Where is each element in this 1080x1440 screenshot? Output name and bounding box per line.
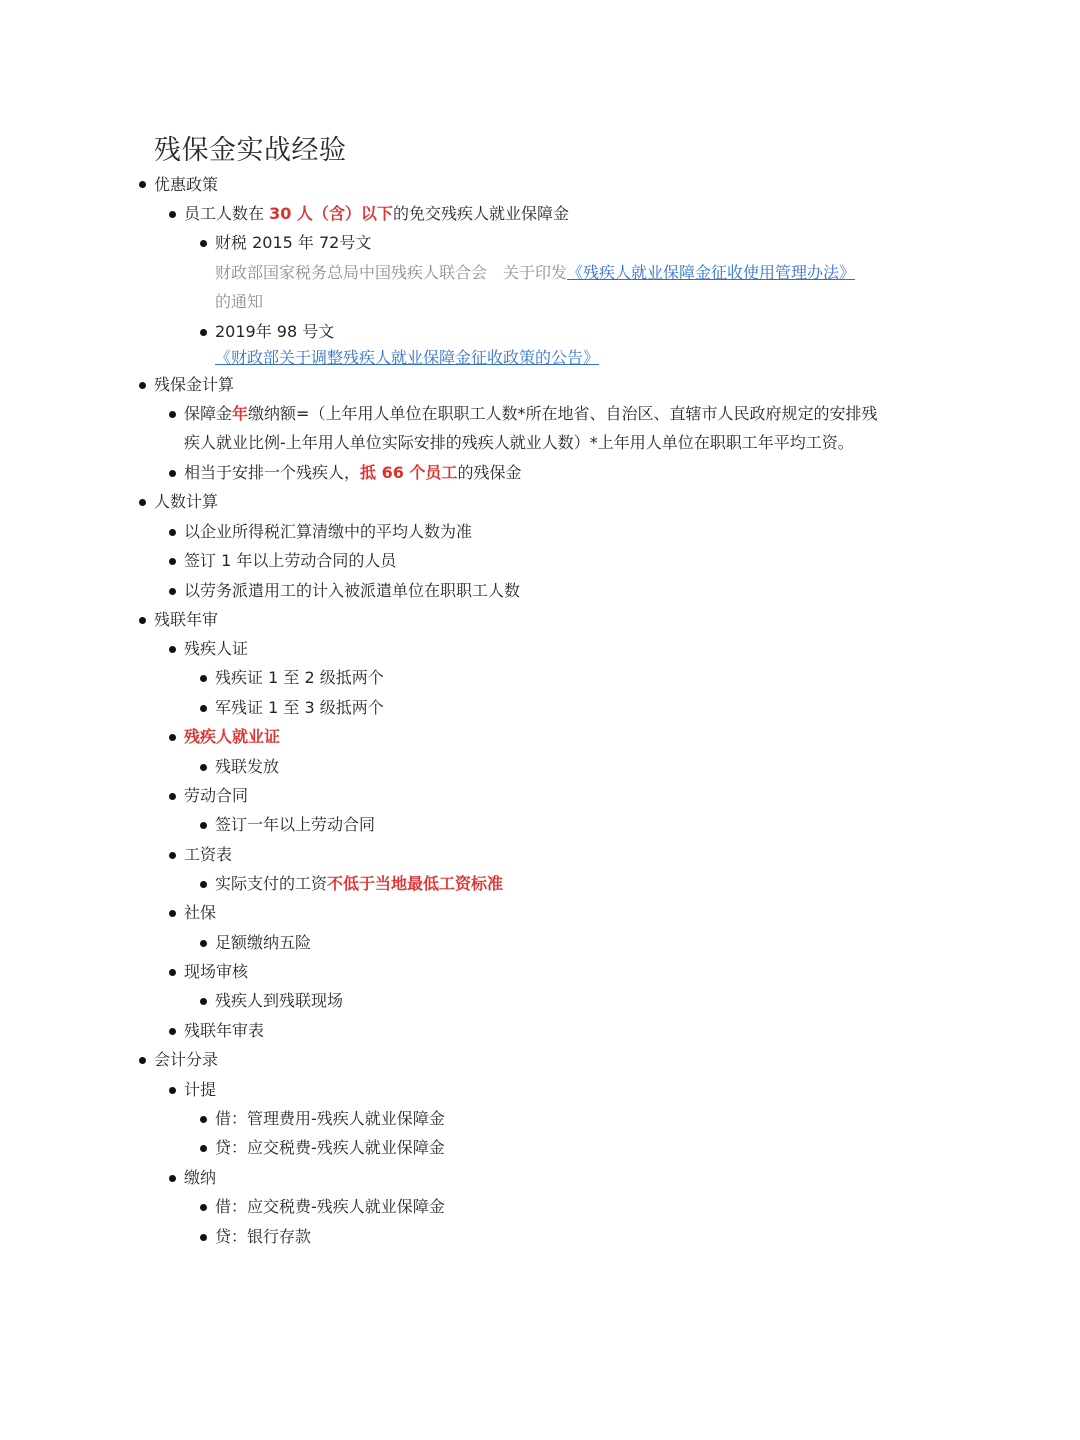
bullet-icon [169,734,176,741]
section-heading-policy: 优惠政策 [154,175,219,194]
section-heading-accounting: 会计分录 [154,1050,219,1069]
list-item: 员工人数在 30 人（含）以下的免交残疾人就业保障金 [184,204,569,223]
bullet-icon [200,1116,207,1123]
section-heading-headcount: 人数计算 [154,492,219,511]
bullet-icon [169,646,176,653]
list-item: 实际支付的工资不低于当地最低工资标准 [215,874,504,893]
list-item: 签订 1 年以上劳动合同的人员 [184,551,397,570]
bullet-icon [200,822,207,829]
list-item-highlighted: 残疾人就业证 [184,727,281,746]
list-item: 贷：银行存款 [215,1227,312,1246]
note-text: 的通知 [215,292,264,311]
list-item: 计提 [184,1080,217,1099]
bullet-icon [169,852,176,859]
list-item: 军残证 1 至 3 级抵两个 [215,698,384,717]
highlight-text: 不低于当地最低工资标准 [327,874,504,893]
list-item: 残疾证 1 至 2 级抵两个 [215,668,384,687]
list-item: 保障金年缴纳额=（上年用人单位在职职工人数*所在地省、自治区、直辖市人民政府规定的安排残 [184,404,878,423]
bullet-icon [169,411,176,418]
list-item: 残疾人证 [184,639,249,658]
bullet-icon [200,705,207,712]
list-item: 残联发放 [215,757,280,776]
list-item: 缴纳 [184,1168,217,1187]
bullet-icon [169,1175,176,1182]
list-item: 贷：应交税费-残疾人就业保障金 [215,1138,445,1157]
list-item: 工资表 [184,845,233,864]
bullet-icon [169,969,176,976]
bullet-icon [169,470,176,477]
page-title: 残保金实战经验 [154,135,347,166]
bullet-icon [200,675,207,682]
note-text: 财政部国家税务总局中国残疾人联合会 关于印发《残疾人就业保障金征收使用管理办法》 [215,263,856,282]
list-item: 劳动合同 [184,786,249,805]
policy-link-management-measures[interactable]: 《残疾人就业保障金征收使用管理办法》 [567,263,856,282]
bullet-icon [200,329,207,336]
list-item: 以企业所得税汇算清缴中的平均人数为准 [184,522,473,541]
bullet-icon [139,1057,146,1064]
bullet-icon [200,764,207,771]
bullet-icon [139,382,146,389]
list-item: 残联年审表 [184,1021,265,1040]
bullet-icon [169,211,176,218]
bullet-icon [200,240,207,247]
bullet-icon [169,1087,176,1094]
list-item: 社保 [184,903,217,922]
bullet-icon [200,881,207,888]
highlight-text: 年 [232,404,249,423]
list-item: 现场审核 [184,962,249,981]
list-item: 借：应交税费-残疾人就业保障金 [215,1197,445,1216]
bullet-icon [139,499,146,506]
bullet-icon [200,1145,207,1152]
list-item-continuation: 疾人就业比例-上年用人单位实际安排的残疾人就业人数）*上年用人单位在职职工年平均工资。 [184,433,854,452]
bullet-icon [200,1204,207,1211]
bullet-icon [139,617,146,624]
highlight-text: 抵 66 个员工 [360,463,458,482]
list-item: 签订一年以上劳动合同 [215,815,376,834]
list-item: 借：管理费用-残疾人就业保障金 [215,1109,445,1128]
list-item: 残疾人到残联现场 [215,991,344,1010]
bullet-icon [169,793,176,800]
bullet-icon [169,558,176,565]
bullet-icon [200,1234,207,1241]
bullet-icon [139,181,146,188]
list-item: 相当于安排一个残疾人，抵 66 个员工的残保金 [184,463,522,482]
list-item: 财税 2015 年 72号文 [215,233,372,252]
list-item: 以劳务派遣用工的计入被派遣单位在职职工人数 [184,581,521,600]
bullet-icon [169,1028,176,1035]
section-heading-calculation: 残保金计算 [154,375,235,394]
bullet-icon [169,910,176,917]
policy-link-announcement[interactable]: 《财政部关于调整残疾人就业保障金征收政策的公告》 [215,348,600,367]
section-heading-annual-review: 残联年审 [154,610,219,629]
bullet-icon [200,998,207,1005]
bullet-icon [200,940,207,947]
list-item: 2019年 98 号文 [215,322,335,341]
note-text [215,347,599,369]
list-item: 足额缴纳五险 [215,933,312,952]
bullet-icon [169,529,176,536]
bullet-icon [169,588,176,595]
highlight-text: 30 人（含）以下 [269,204,393,223]
